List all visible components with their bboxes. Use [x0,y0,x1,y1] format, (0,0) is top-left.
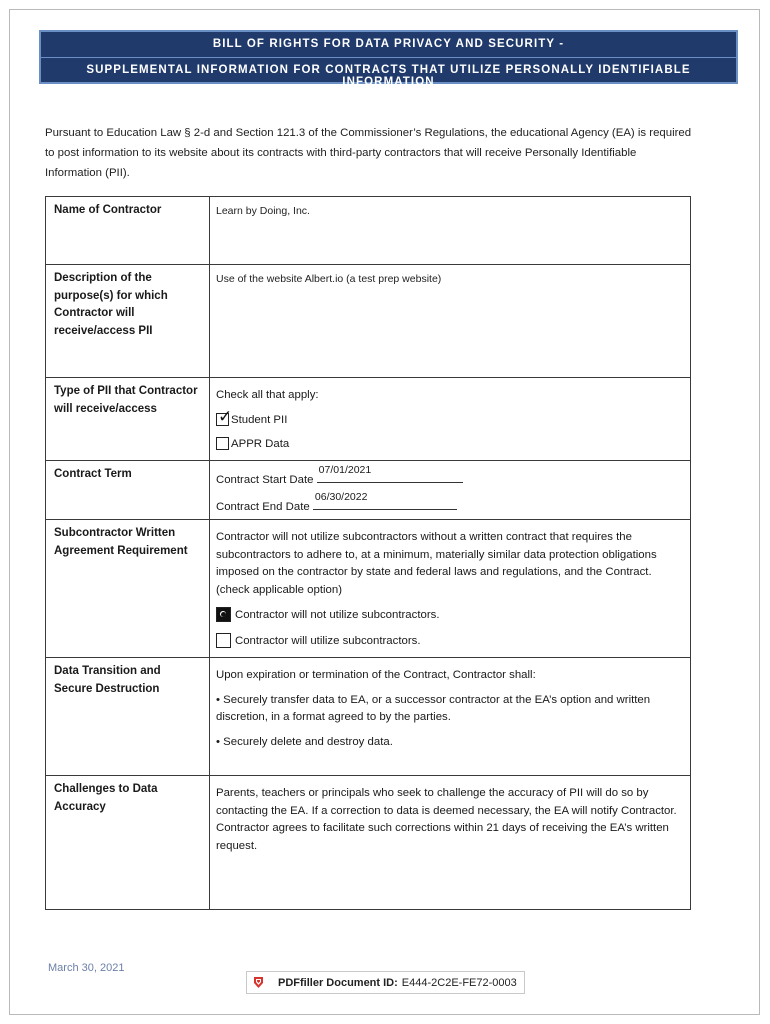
footer-date: March 30, 2021 [48,962,125,974]
pdffiller-label: PDFfiller Document ID: [278,976,398,989]
checkbox-student-pii[interactable] [216,406,233,426]
value-pii-type [210,378,691,461]
not-utilize-label: Contractor will not utilize subcontractors. [235,609,440,621]
start-date-label: Contract Start Date [216,474,314,486]
title-banner [39,30,738,88]
row-purpose [46,265,691,378]
label-data-transition: Data Transition and Secure Destruction [46,658,210,776]
end-date-field[interactable] [313,490,457,510]
value-challenges [210,776,691,910]
label-contract-term: Contract Term [46,461,210,520]
radio-not-utilize-subcontractors[interactable] [216,607,231,622]
contract-info-table [45,196,691,910]
end-date-line [216,490,684,517]
start-date-value: 07/01/2021 [318,464,372,476]
pdffiller-document-id [246,971,525,994]
challenges-text: Parents, teachers or principals who seek to challenge the accuracy of PII will do so by contacting the EA. If a correction to data is deemed necessary, the EA will notify Contractor. Contractor agrees to facilitate such corrections within 21 days of receiving the EA’s written request. [216,787,677,852]
transition-bullet-transfer: • Securely transfer data to EA, or a successor contractor at the EA’s option and written discretion, in a format agreed to by the parties. [216,693,651,723]
sub-option-not-utilize[interactable] [216,607,684,625]
start-date-field[interactable] [317,464,463,483]
row-challenges [46,776,691,910]
checkbox-appr-data[interactable] [216,437,229,450]
label-purpose: Description of the purpose(s) for which Contractor will receive/access PII [46,265,210,378]
start-date-line [216,464,684,490]
banner-divider [41,57,736,58]
contractor-name-text: Learn by Doing, Inc. [216,205,310,217]
value-subcontractor [210,520,691,658]
label-pii-type: Type of PII that Contractor will receive/access [46,378,210,461]
title-line-1: BILL OF RIGHTS FOR DATA PRIVACY AND SECURITY - [212,38,565,50]
subcontractor-text: Contractor will not utilize subcontractors without a written contract that requires the subcontractors to adhere to, at a minimum, materially similar data protection obligations imposed on the contractor by state and federal laws and regulations, and the Contract. (check applicable option) [216,531,657,596]
appr-data-label: APPR Data [231,438,290,450]
end-date-value: 06/30/2022 [314,490,368,503]
radio-utilize-subcontractors[interactable] [216,633,231,648]
utilize-label: Contractor will utilize subcontractors. [235,634,421,647]
purpose-text: Use of the website Albert.io (a test prep website) [216,273,442,285]
row-subcontractor [46,520,691,658]
sub-option-utilize[interactable] [216,633,684,651]
pii-option-appr[interactable] [216,436,684,454]
value-contract-term [210,461,691,520]
row-name-of-contractor [46,197,691,265]
pii-instruction: Check all that apply: [216,389,319,401]
pdffiller-logo-icon [253,976,264,989]
label-subcontractor: Subcontractor Written Agreement Requirement [46,520,210,658]
transition-intro: Upon expiration or termination of the Contract, Contractor shall: [216,669,536,681]
value-name-of-contractor[interactable] [210,197,691,265]
checkmark-icon: ✓ [218,406,233,426]
pdffiller-id-value: E444-2C2E-FE72-0003 [401,976,517,989]
intro-paragraph: Pursuant to Education Law § 2-d and Section 121.3 of the Commissioner’s Regulations, the educational Agency (EA) is required to post information to its website about its contracts with third-party contractors that will receive Personally Identifiable Information (PII). [45,127,692,179]
label-name-of-contractor: Name of Contractor [46,197,210,265]
value-purpose[interactable] [210,265,691,378]
end-date-label: Contract End Date [216,500,310,513]
student-pii-label: Student PII [231,413,288,426]
row-contract-term [46,461,691,520]
label-challenges: Challenges to Data Accuracy [46,776,210,910]
transition-bullet-delete: • Securely delete and destroy data. [216,735,393,748]
value-data-transition [210,658,691,776]
pii-option-student[interactable] [216,406,684,430]
title-line-2: SUPPLEMENTAL INFORMATION FOR CONTRACTS THAT UTILIZE PERSONALLY IDENTIFIABLE INFORMATION [86,64,691,88]
row-pii-type [46,378,691,461]
row-data-transition [46,658,691,776]
